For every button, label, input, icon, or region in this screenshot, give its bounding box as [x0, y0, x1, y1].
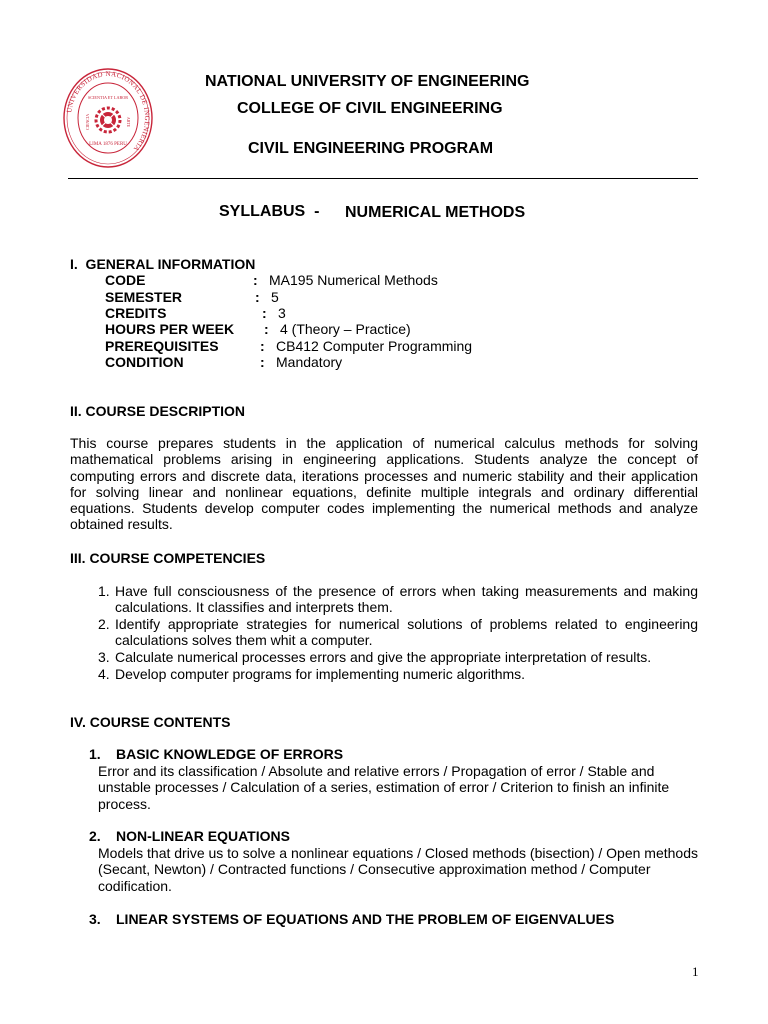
info-row-prerequisites — [105, 338, 473, 354]
seal-motto-right: ARTE — [126, 116, 131, 128]
info-label: CREDITS — [105, 305, 167, 321]
competency-text: Have full consciousness of the presence of errors when taking measurements and making calculations. It classifies and interprets them. — [115, 583, 698, 616]
competency-item — [98, 649, 698, 665]
unit-3-title: LINEAR SYSTEMS OF EQUATIONS AND THE PROBLEM OF EIGENVALUES — [116, 911, 615, 927]
university-name: NATIONAL UNIVERSITY OF ENGINEERING — [205, 73, 530, 90]
info-colon: : — [260, 338, 265, 354]
info-colon: : — [253, 272, 258, 288]
info-label: SEMESTER — [105, 289, 183, 305]
info-value: CB412 Computer Programming — [276, 338, 473, 354]
info-colon: : — [260, 354, 265, 370]
competency-text: Calculate numerical processes errors and give the appropriate interpretation of results. — [115, 649, 652, 665]
info-row-code — [105, 272, 438, 288]
seal-ring-text: UNIVERSIDAD NACIONAL DE INGENIERIA — [65, 69, 152, 153]
competency-item — [98, 616, 698, 649]
unit-2-title: NON-LINEAR EQUATIONS — [116, 828, 290, 844]
info-label: CODE — [105, 272, 146, 288]
competency-number: 1. — [98, 583, 110, 599]
course-description-heading: II. COURSE DESCRIPTION — [70, 403, 246, 419]
info-colon: : — [262, 305, 267, 321]
competency-number: 3. — [98, 649, 110, 665]
competency-number: 2. — [98, 616, 110, 632]
info-value: MA195 Numerical Methods — [269, 272, 438, 288]
course-title: NUMERICAL METHODS — [345, 204, 526, 221]
competency-text: Develop computer programs for implementing numeric algorithms. — [115, 666, 526, 682]
info-label: PREREQUISITES — [105, 338, 219, 354]
course-contents-heading: IV. COURSE CONTENTS — [70, 714, 231, 730]
info-colon: : — [255, 289, 260, 305]
info-value: 5 — [271, 289, 279, 305]
competencies-heading: III. COURSE COMPETENCIES — [70, 550, 266, 566]
unit-1-title: BASIC KNOWLEDGE OF ERRORS — [116, 746, 344, 762]
course-description-text: This course prepares students in the application of numerical calculus methods for solving mathematical problems arising in engineering applications. Students analyze the concept of computing errors and discrete data, iterations processes and numeric stability and their application for solving linear and nonlinear equations, definite multiple integrals and ordinary differential equations. Students develop computer codes implementing the numerical methods and analyze obtained results. — [70, 435, 698, 533]
info-label: HOURS PER WEEK — [105, 321, 235, 337]
competency-item — [98, 666, 698, 682]
college-name: COLLEGE OF CIVIL ENGINEERING — [237, 100, 503, 117]
header-divider — [68, 178, 698, 179]
competency-text: Identify appropriate strategies for numerical solutions of problems related to engineering calculations solves them whit a computer. — [115, 616, 698, 649]
university-seal — [63, 68, 153, 168]
info-row-credits — [105, 305, 286, 321]
program-name: CIVIL ENGINEERING PROGRAM — [248, 140, 494, 157]
info-colon: : — [264, 321, 269, 337]
seal-motto-left: CIENCIA — [85, 113, 90, 131]
info-value: 4 (Theory – Practice) — [280, 321, 411, 337]
info-row-semester — [105, 289, 279, 305]
info-label: CONDITION — [105, 354, 184, 370]
info-value: Mandatory — [276, 354, 343, 370]
seal-graphic — [63, 68, 153, 168]
unit-3-number: 3. — [89, 911, 101, 927]
info-row-condition — [105, 354, 343, 370]
unit-2-number: 2. — [89, 828, 101, 844]
info-value: 3 — [278, 305, 286, 321]
unit-1-number: 1. — [89, 746, 101, 762]
unit-1-text: Error and its classification / Absolute and relative errors / Propagation of error / Stable and unstable processes / Calculation of a series, estimation of error / Criterion to finish an infinite process. — [98, 763, 670, 812]
seal-founding: LIMA 1876 PERU — [89, 142, 127, 147]
unit-2-text: Models that drive us to solve a nonlinear equations / Closed methods (bisection) / Open methods (Secant, Newton) / Contracted functions / Consecutive approximation method / Computer codification. — [98, 845, 698, 894]
gear-emblem-icon — [96, 108, 120, 132]
page-number: 1 — [692, 964, 699, 979]
competency-number: 4. — [98, 666, 110, 682]
info-row-hours — [105, 321, 411, 337]
syllabus-label: SYLLABUS - — [219, 203, 320, 220]
competency-item — [98, 583, 698, 616]
general-info-heading: I. GENERAL INFORMATION — [70, 256, 256, 272]
seal-motto: SCIENTIA ET LABOR — [87, 95, 129, 100]
